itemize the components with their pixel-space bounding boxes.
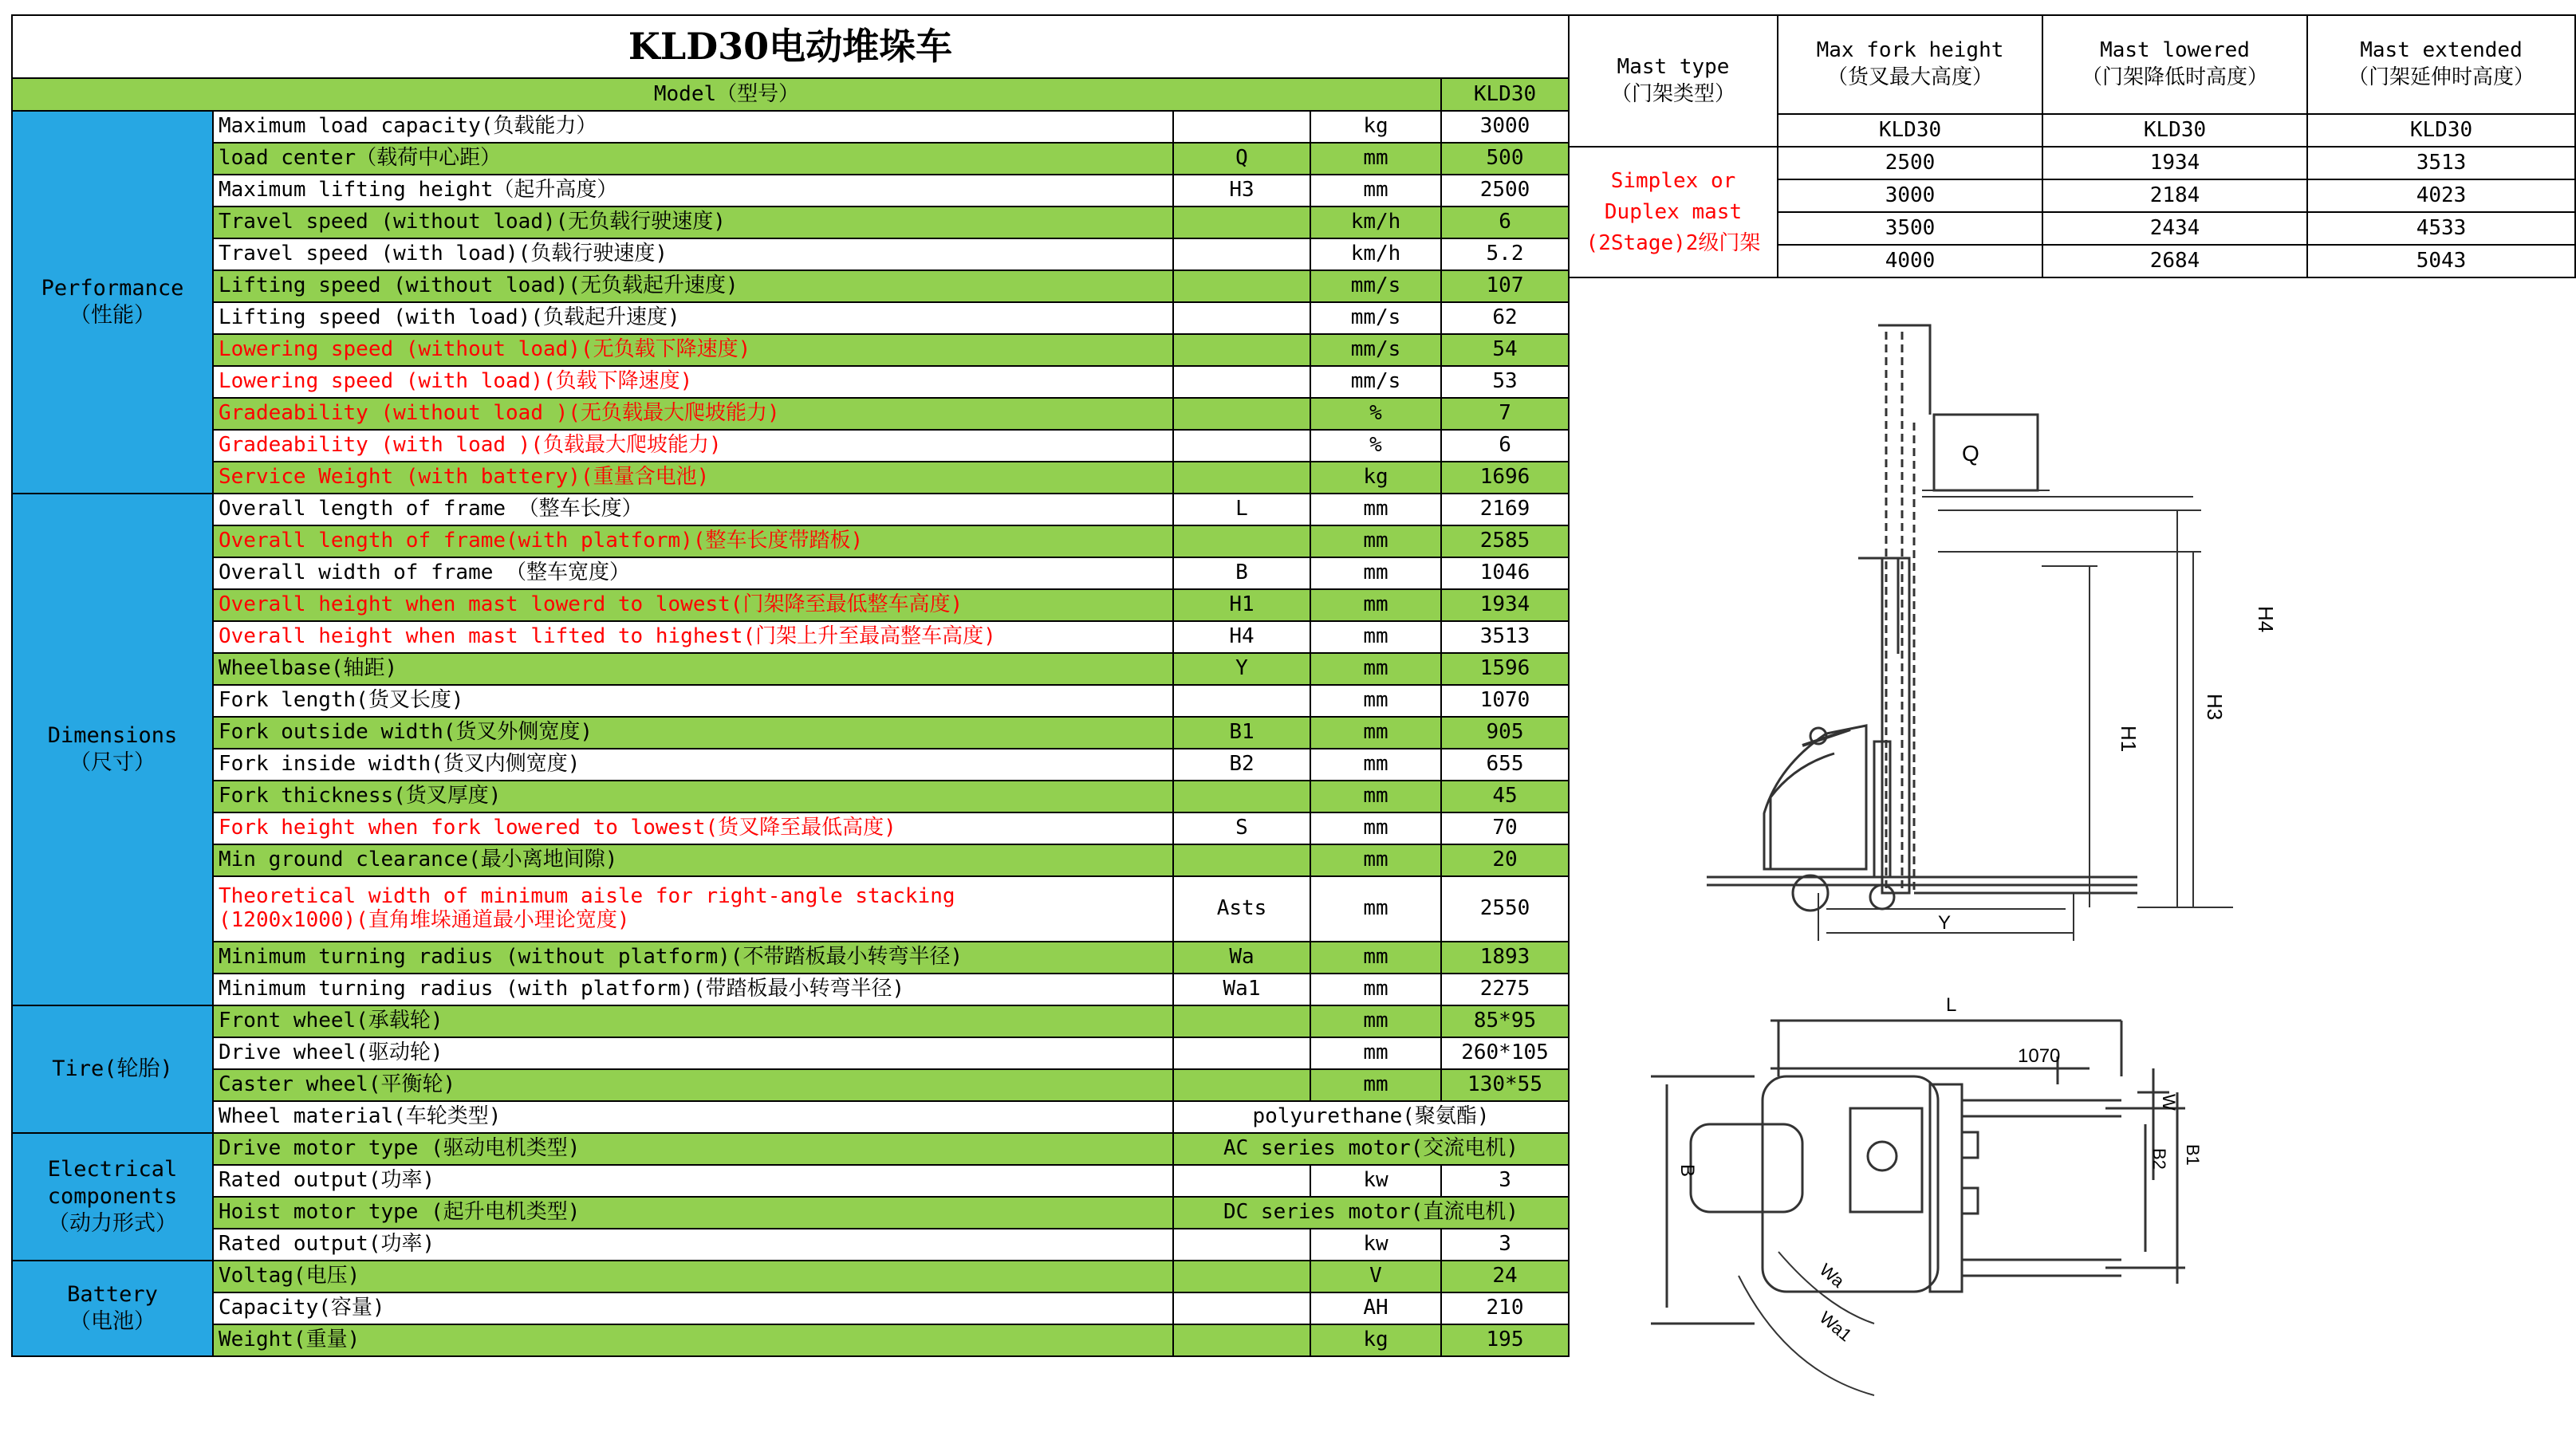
spec-code: Asts xyxy=(1173,876,1310,942)
spec-row xyxy=(12,1005,1569,1037)
spec-label: Fork outside width(货叉外侧宽度) xyxy=(213,717,1173,749)
spec-code xyxy=(1173,207,1310,238)
side-label-h3: H3 xyxy=(2203,694,2227,721)
spec-label: load center（载荷中心距） xyxy=(213,143,1173,175)
spec-label: Travel speed (with load)(负载行驶速度) xyxy=(213,238,1173,270)
spec-unit: km/h xyxy=(1310,207,1441,238)
top-label-b: B xyxy=(1676,1164,1698,1178)
spec-code xyxy=(1173,1005,1310,1037)
spec-unit: mm xyxy=(1310,844,1441,876)
spec-label: Wheelbase(轴距) xyxy=(213,653,1173,685)
spec-unit: mm xyxy=(1310,876,1441,942)
spec-unit: kg xyxy=(1310,111,1441,143)
spec-label: Overall height when mast lowerd to lowest(门架降至最低整车高度) xyxy=(213,589,1173,621)
spec-code xyxy=(1173,270,1310,302)
spec-row xyxy=(12,1197,1569,1229)
spec-code: H4 xyxy=(1173,621,1310,653)
spec-value: 195 xyxy=(1441,1324,1569,1356)
spec-code xyxy=(1173,334,1310,366)
spec-code xyxy=(1173,1261,1310,1292)
spec-code: Wa1 xyxy=(1173,974,1310,1005)
spec-label: Travel speed (without load)(无负载行驶速度) xyxy=(213,207,1173,238)
spec-row xyxy=(12,717,1569,749)
mast-value: 3513 xyxy=(2307,147,2575,179)
spec-value: 2500 xyxy=(1441,175,1569,207)
spec-row xyxy=(12,175,1569,207)
model-value: KLD30 xyxy=(1441,78,1569,111)
spec-value: 655 xyxy=(1441,749,1569,781)
spec-label: Overall length of frame （整车长度） xyxy=(213,494,1173,525)
spec-label: Lifting speed (without load)(无负载起升速度) xyxy=(213,270,1173,302)
spec-value: 85*95 xyxy=(1441,1005,1569,1037)
spec-code xyxy=(1173,1165,1310,1197)
spec-unit: AH xyxy=(1310,1292,1441,1324)
spec-row xyxy=(12,1037,1569,1069)
spec-value: 905 xyxy=(1441,717,1569,749)
spec-label: Minimum turning radius (without platform)(不带踏板最小转弯半径) xyxy=(213,942,1173,974)
top-label-fork-length: 1070 xyxy=(2018,1045,2061,1067)
spec-unit: mm/s xyxy=(1310,270,1441,302)
spec-label: Gradeability (with load )(负载最大爬坡能力) xyxy=(213,430,1173,462)
spec-unit: mm xyxy=(1310,1037,1441,1069)
mast-value: 2500 xyxy=(1778,147,2042,179)
spec-unit: mm xyxy=(1310,1005,1441,1037)
spec-value: 2275 xyxy=(1441,974,1569,1005)
spec-row xyxy=(12,525,1569,557)
spec-unit: mm xyxy=(1310,974,1441,1005)
side-label-h1: H1 xyxy=(2117,726,2141,753)
spec-code: S xyxy=(1173,812,1310,844)
spec-value: polyurethane(聚氨酯) xyxy=(1173,1101,1569,1133)
spec-row xyxy=(12,494,1569,525)
spec-value: DC series motor(直流电机) xyxy=(1173,1197,1569,1229)
spec-label: Overall width of frame （整车宽度） xyxy=(213,557,1173,589)
spec-unit: mm xyxy=(1310,653,1441,685)
spec-code: H3 xyxy=(1173,175,1310,207)
spec-value: AC series motor(交流电机) xyxy=(1173,1133,1569,1165)
spec-unit: kw xyxy=(1310,1165,1441,1197)
spec-code xyxy=(1173,1069,1310,1101)
spec-row xyxy=(12,812,1569,844)
spec-unit: % xyxy=(1310,398,1441,430)
spec-value: 3 xyxy=(1441,1165,1569,1197)
spec-label: Drive wheel(驱动轮) xyxy=(213,1037,1173,1069)
mast-value: 5043 xyxy=(2307,245,2575,277)
spec-value: 1046 xyxy=(1441,557,1569,589)
page-title: KLD30电动堆垛车 xyxy=(12,15,1569,78)
spec-label: Maximum load capacity(负载能力） xyxy=(213,111,1173,143)
spec-value: 5.2 xyxy=(1441,238,1569,270)
mast-table xyxy=(1568,14,2576,278)
spec-row xyxy=(12,1101,1569,1133)
section-name: Battery （电池） xyxy=(12,1261,213,1356)
spec-value: 2585 xyxy=(1441,525,1569,557)
mast-value: 3500 xyxy=(1778,212,2042,245)
mast-value: 4000 xyxy=(1778,245,2042,277)
spec-label: Lifting speed (with load)(负载起升速度) xyxy=(213,302,1173,334)
spec-row xyxy=(12,1324,1569,1356)
spec-value: 107 xyxy=(1441,270,1569,302)
spec-code xyxy=(1173,525,1310,557)
section-name: Performance （性能） xyxy=(12,111,213,494)
spec-label: Min ground clearance(最小离地间隙) xyxy=(213,844,1173,876)
spec-code xyxy=(1173,685,1310,717)
spec-unit: mm/s xyxy=(1310,302,1441,334)
spec-row xyxy=(12,430,1569,462)
spec-value: 6 xyxy=(1441,207,1569,238)
spec-row xyxy=(12,942,1569,974)
spec-row xyxy=(12,685,1569,717)
spec-label: Fork height when fork lowered to lowest(货叉降至最低高度) xyxy=(213,812,1173,844)
top-label-b2: B2 xyxy=(2149,1148,2169,1170)
spec-label: Wheel material(车轮类型) xyxy=(213,1101,1173,1133)
mast-model: KLD30 xyxy=(2042,114,2307,147)
mast-value: 4533 xyxy=(2307,212,2575,245)
spec-row xyxy=(12,270,1569,302)
spec-row xyxy=(12,143,1569,175)
mast-type: Simplex or Duplex mast (2Stage)2级门架 xyxy=(1569,147,1778,277)
side-label-q: Q xyxy=(1962,441,1979,466)
spec-row xyxy=(12,207,1569,238)
spec-code xyxy=(1173,1324,1310,1356)
spec-unit: mm xyxy=(1310,1069,1441,1101)
spec-row xyxy=(12,111,1569,143)
spec-label: Fork thickness(货叉厚度) xyxy=(213,781,1173,812)
mast-value: 2434 xyxy=(2042,212,2307,245)
spec-value: 1070 xyxy=(1441,685,1569,717)
spec-code xyxy=(1173,430,1310,462)
spec-row xyxy=(12,302,1569,334)
spec-value: 53 xyxy=(1441,366,1569,398)
spec-value: 3000 xyxy=(1441,111,1569,143)
spec-code: B1 xyxy=(1173,717,1310,749)
spec-unit: mm xyxy=(1310,781,1441,812)
spec-value: 260*105 xyxy=(1441,1037,1569,1069)
spec-label: Front wheel(承载轮) xyxy=(213,1005,1173,1037)
spec-row xyxy=(12,1133,1569,1165)
mast-header-max-fork-height: Max fork height （货叉最大高度） xyxy=(1778,15,2042,114)
mast-model: KLD30 xyxy=(2307,114,2575,147)
spec-code xyxy=(1173,1292,1310,1324)
spec-unit: mm xyxy=(1310,175,1441,207)
spec-row xyxy=(12,621,1569,653)
spec-value: 70 xyxy=(1441,812,1569,844)
section-name: Electrical components （动力形式） xyxy=(12,1133,213,1261)
spec-unit: % xyxy=(1310,430,1441,462)
top-label-wa: Wa xyxy=(1815,1259,1849,1292)
side-label-h4: H4 xyxy=(2254,606,2278,633)
spec-value: 130*55 xyxy=(1441,1069,1569,1101)
spec-row xyxy=(12,398,1569,430)
spec-label: Theoretical width of minimum aisle for right-angle stacking (1200x1000)(直角堆垛通道最小理论宽度) xyxy=(213,876,1173,942)
spec-value: 7 xyxy=(1441,398,1569,430)
spec-row xyxy=(12,589,1569,621)
spec-unit: kw xyxy=(1310,1229,1441,1261)
spec-row xyxy=(12,334,1569,366)
spec-code xyxy=(1173,398,1310,430)
spec-value: 1696 xyxy=(1441,462,1569,494)
spec-row xyxy=(12,238,1569,270)
spec-row xyxy=(12,1165,1569,1197)
spec-table xyxy=(11,14,1570,1357)
spec-label: Maximum lifting height（起升高度） xyxy=(213,175,1173,207)
mast-row xyxy=(1569,147,2575,179)
spec-row xyxy=(12,749,1569,781)
spec-code xyxy=(1173,366,1310,398)
spec-code xyxy=(1173,1037,1310,1069)
section-name: Tire(轮胎) xyxy=(12,1005,213,1133)
spec-label: Minimum turning radius (with platform)(带踏板最小转弯半径) xyxy=(213,974,1173,1005)
spec-value: 3513 xyxy=(1441,621,1569,653)
spec-unit: mm xyxy=(1310,749,1441,781)
spec-row xyxy=(12,1261,1569,1292)
spec-label: Service Weight (with battery)(重量含电池) xyxy=(213,462,1173,494)
top-view-drawing xyxy=(1643,989,2281,1403)
side-view-drawing xyxy=(1691,319,2297,957)
spec-unit: mm/s xyxy=(1310,334,1441,366)
spec-code xyxy=(1173,238,1310,270)
spec-row xyxy=(12,876,1569,942)
spec-code: Q xyxy=(1173,143,1310,175)
spec-value: 1893 xyxy=(1441,942,1569,974)
spec-unit: mm xyxy=(1310,685,1441,717)
spec-code: Y xyxy=(1173,653,1310,685)
spec-code xyxy=(1173,844,1310,876)
spec-value: 210 xyxy=(1441,1292,1569,1324)
spec-code xyxy=(1173,111,1310,143)
mast-type-header: Mast type （门架类型） xyxy=(1569,15,1778,147)
spec-code xyxy=(1173,462,1310,494)
spec-label: Hoist motor type (起升电机类型) xyxy=(213,1197,1173,1229)
spec-label: Rated output(功率) xyxy=(213,1165,1173,1197)
spec-label: Gradeability (without load )(无负载最大爬坡能力) xyxy=(213,398,1173,430)
spec-row xyxy=(12,974,1569,1005)
spec-code: Wa xyxy=(1173,942,1310,974)
spec-unit: mm xyxy=(1310,494,1441,525)
spec-row xyxy=(12,1292,1569,1324)
mast-value: 2684 xyxy=(2042,245,2307,277)
spec-code xyxy=(1173,302,1310,334)
spec-unit: kg xyxy=(1310,462,1441,494)
spec-unit: mm xyxy=(1310,589,1441,621)
spec-unit: mm xyxy=(1310,942,1441,974)
spec-code: L xyxy=(1173,494,1310,525)
spec-row xyxy=(12,653,1569,685)
top-label-w: W xyxy=(2159,1094,2179,1111)
spec-row xyxy=(12,844,1569,876)
section-name: Dimensions （尺寸） xyxy=(12,494,213,1005)
spec-unit: mm xyxy=(1310,621,1441,653)
spec-unit: mm xyxy=(1310,143,1441,175)
mast-value: 1934 xyxy=(2042,147,2307,179)
spec-unit: mm xyxy=(1310,717,1441,749)
spec-unit: mm xyxy=(1310,812,1441,844)
mast-value: 4023 xyxy=(2307,179,2575,212)
spec-value: 6 xyxy=(1441,430,1569,462)
spec-value: 1596 xyxy=(1441,653,1569,685)
spec-row xyxy=(12,781,1569,812)
mast-value: 2184 xyxy=(2042,179,2307,212)
spec-value: 500 xyxy=(1441,143,1569,175)
spec-label: Weight(重量) xyxy=(213,1324,1173,1356)
spec-value: 2169 xyxy=(1441,494,1569,525)
spec-row xyxy=(12,462,1569,494)
spec-unit: kg xyxy=(1310,1324,1441,1356)
spec-row xyxy=(12,1069,1569,1101)
spec-label: Caster wheel(平衡轮) xyxy=(213,1069,1173,1101)
spec-value: 20 xyxy=(1441,844,1569,876)
spec-unit: mm xyxy=(1310,557,1441,589)
spec-row xyxy=(12,366,1569,398)
spec-label: Overall length of frame(with platform)(整车长度带踏板) xyxy=(213,525,1173,557)
spec-value: 1934 xyxy=(1441,589,1569,621)
spec-unit: km/h xyxy=(1310,238,1441,270)
spec-value: 62 xyxy=(1441,302,1569,334)
spec-code: H1 xyxy=(1173,589,1310,621)
spec-unit: mm xyxy=(1310,525,1441,557)
mast-header-lowered: Mast lowered （门架降低时高度） xyxy=(2042,15,2307,114)
mast-model: KLD30 xyxy=(1778,114,2042,147)
spec-label: Voltag(电压) xyxy=(213,1261,1173,1292)
spec-value: 54 xyxy=(1441,334,1569,366)
top-label-wa1: Wa1 xyxy=(1815,1307,1856,1346)
model-label: Model（型号） xyxy=(12,78,1441,111)
spec-label: Drive motor type (驱动电机类型) xyxy=(213,1133,1173,1165)
spec-label: Fork length(货叉长度) xyxy=(213,685,1173,717)
spec-code xyxy=(1173,781,1310,812)
spec-label: Overall height when mast lifted to highest(门架上升至最高整车高度) xyxy=(213,621,1173,653)
spec-code xyxy=(1173,1229,1310,1261)
spec-value: 2550 xyxy=(1441,876,1569,942)
spec-label: Lowering speed (with load)(负载下降速度) xyxy=(213,366,1173,398)
spec-value: 3 xyxy=(1441,1229,1569,1261)
spec-row xyxy=(12,557,1569,589)
top-label-b1: B1 xyxy=(2183,1144,2203,1166)
mast-header-extended: Mast extended （门架延伸时高度） xyxy=(2307,15,2575,114)
top-label-l: L xyxy=(1946,994,1957,1016)
spec-code: B xyxy=(1173,557,1310,589)
spec-value: 24 xyxy=(1441,1261,1569,1292)
spec-unit: V xyxy=(1310,1261,1441,1292)
spec-label: Lowering speed (without load)(无负载下降速度) xyxy=(213,334,1173,366)
spec-row xyxy=(12,1229,1569,1261)
spec-label: Rated output(功率) xyxy=(213,1229,1173,1261)
mast-value: 3000 xyxy=(1778,179,2042,212)
spec-label: Fork inside width(货叉内侧宽度) xyxy=(213,749,1173,781)
spec-code: B2 xyxy=(1173,749,1310,781)
spec-label: Capacity(容量) xyxy=(213,1292,1173,1324)
spec-unit: mm/s xyxy=(1310,366,1441,398)
side-label-y: Y xyxy=(1938,912,1952,934)
spec-value: 45 xyxy=(1441,781,1569,812)
